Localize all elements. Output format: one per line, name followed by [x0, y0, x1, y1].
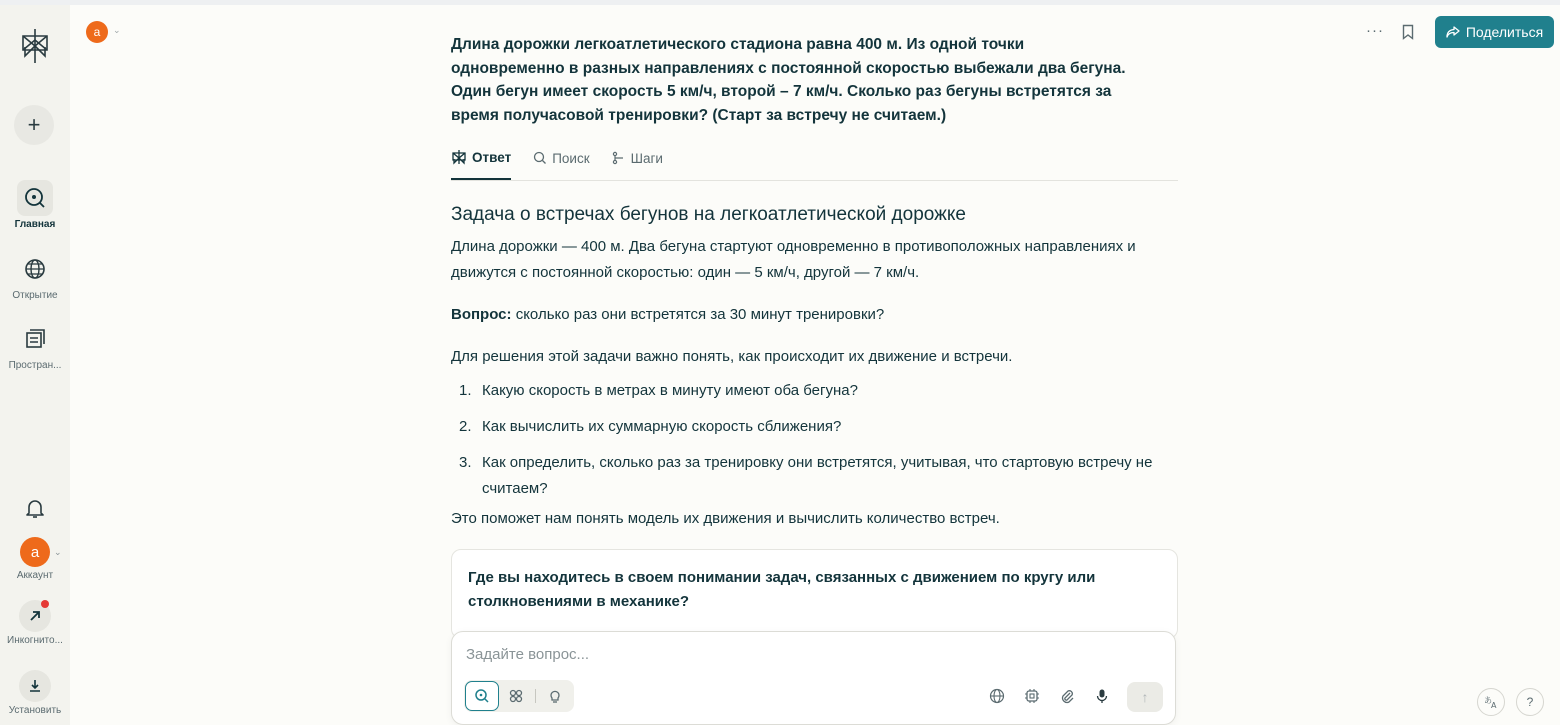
thread-owner-avatar[interactable]: a — [86, 21, 108, 43]
labs-mode-button[interactable] — [538, 681, 572, 711]
download-icon — [19, 670, 51, 702]
share-button[interactable] — [1435, 16, 1554, 48]
search-icon — [474, 688, 490, 704]
list-number: 1. — [459, 382, 472, 399]
help-button[interactable] — [1516, 688, 1544, 716]
svg-text:あ: あ — [1484, 696, 1492, 705]
steps-icon — [612, 151, 626, 165]
question-label: Вопрос: — [451, 306, 512, 323]
incognito-label: Инкогнито... — [7, 635, 63, 646]
spaces-icon — [17, 321, 53, 357]
new-thread-button[interactable] — [14, 105, 54, 145]
globe-icon[interactable] — [989, 688, 1005, 704]
mode-switcher — [464, 680, 574, 712]
install-label: Установить — [8, 705, 62, 716]
search-circle-icon — [17, 180, 53, 216]
tab-label: Шаги — [630, 150, 663, 166]
sidebar-item-spaces[interactable] — [0, 321, 70, 371]
more-options-icon[interactable]: ··· — [1366, 22, 1384, 39]
steps-list — [451, 378, 1178, 502]
list-text: Какую скорость в метрах в минуту имеют оба бегуна? — [482, 382, 858, 399]
share-label: Поделиться — [1465, 24, 1544, 40]
model-chip-icon[interactable] — [1024, 688, 1040, 704]
sidebar-item-home[interactable] — [0, 180, 70, 230]
perplexity-logo-icon[interactable] — [20, 27, 50, 65]
research-mode-button[interactable] — [499, 681, 533, 711]
sidebar — [0, 5, 70, 725]
research-icon — [508, 688, 524, 704]
top-border — [0, 0, 1560, 5]
search-mode-button[interactable] — [465, 681, 499, 711]
avatar: a — [20, 537, 50, 567]
help-icon: ? — [1526, 695, 1534, 709]
incognito-button[interactable] — [0, 600, 70, 646]
language-icon — [1483, 695, 1499, 709]
sidebar-item-label: Простран... — [8, 360, 62, 371]
list-item — [451, 378, 1178, 404]
tab-answer[interactable] — [451, 146, 511, 180]
microphone-icon[interactable] — [1094, 688, 1110, 704]
answer-intro: Длина дорожки — 400 м. Два бегуна стартуют одновременно в противоположных направлениях и движутся с постоянной скоростью: один — 5 км/ч, другой — 7 км/ч. — [451, 238, 1136, 281]
list-number: 2. — [459, 418, 472, 435]
bookmark-icon[interactable] — [1402, 24, 1414, 40]
list-item — [451, 414, 1178, 440]
incognito-icon — [19, 600, 51, 632]
send-button[interactable] — [1127, 682, 1163, 712]
plus-icon: + — [27, 112, 41, 137]
sidebar-item-label: Главная — [14, 219, 56, 230]
svg-text:A: A — [1491, 701, 1497, 709]
search-icon — [533, 151, 547, 165]
list-text: Как определить, сколько раз за тренировку они встретятся, учитывая, что стартовую встречу не считаем? — [482, 454, 1153, 497]
sidebar-item-label: Открытие — [12, 290, 58, 301]
list-item — [451, 450, 1178, 502]
answer-outro: Это поможет нам понять модель их движения и вычислить количество встреч. — [451, 510, 1000, 527]
chevron-down-icon[interactable]: ⌄ — [113, 25, 121, 35]
followup-question-card[interactable] — [451, 549, 1178, 639]
followup-question-text: Где вы находитесь в своем понимании задач, связанных с движением по кругу или столкновениями в механике? — [468, 569, 1096, 610]
install-button[interactable] — [0, 670, 70, 716]
composer — [451, 631, 1176, 725]
translate-icon[interactable] — [1477, 688, 1505, 716]
question-title: Длина дорожки легкоатлетического стадиона равна 400 м. Из одной точки одновременно в разных направлениях с постоянной скоростью выбежали два бегуна. Один бегун имеет скорость 5 км/ч, второй – 7 км/ч. Сколько раз бегуны встретятся за время получасовой тренировки? (Старт за встречу не считаем.) — [451, 36, 1126, 124]
list-number: 3. — [459, 454, 472, 471]
tab-search[interactable] — [533, 146, 589, 180]
answer-question — [451, 302, 1178, 328]
share-icon — [1446, 25, 1460, 39]
lightbulb-icon — [547, 688, 563, 704]
answer-tabs — [451, 146, 1178, 181]
answer-body — [451, 202, 1178, 548]
chevron-down-icon: ⌄ — [54, 547, 62, 557]
answer-lead: Для решения этой задачи важно понять, как происходит их движение и встречи. — [451, 348, 1013, 365]
notifications-bell-icon[interactable] — [22, 495, 48, 521]
question-input[interactable]: Задайте вопрос... — [466, 646, 590, 663]
paperclip-icon[interactable] — [1059, 688, 1075, 704]
account-label: Аккаунт — [16, 570, 54, 581]
account-menu[interactable] — [0, 537, 70, 581]
arrow-up-icon: ↑ — [1141, 689, 1149, 705]
tab-label: Ответ — [472, 149, 512, 165]
answer-heading: Задача о встречах бегунов на легкоатлетической дорожке — [451, 204, 966, 225]
divider — [535, 689, 536, 703]
tab-steps[interactable] — [612, 146, 663, 180]
tab-label: Поиск — [552, 150, 590, 166]
notification-dot — [41, 600, 49, 608]
sidebar-item-discover[interactable] — [0, 251, 70, 301]
question-text: сколько раз они встретятся за 30 минут тренировки? — [511, 306, 885, 323]
list-text: Как вычислить их суммарную скорость сближения? — [482, 418, 842, 435]
globe-icon — [17, 251, 53, 287]
perplexity-icon — [451, 149, 467, 165]
